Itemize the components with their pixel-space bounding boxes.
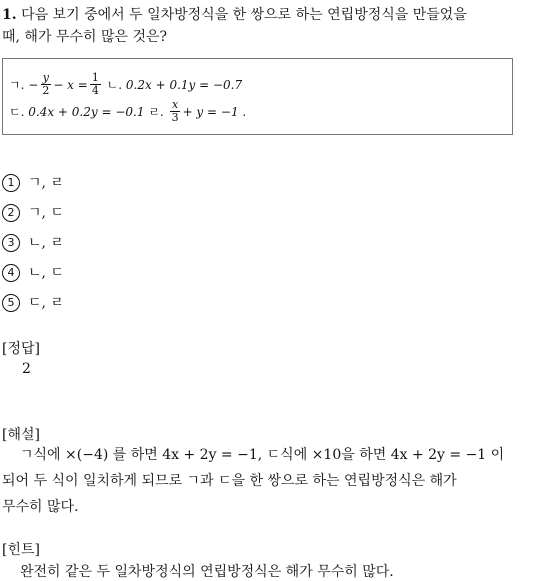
explanation-line-1: ㄱ식에 ×(−4) 를 하면 4x + 2y = −1, ㄷ식에 ×10을 하면 4x + 2y = −1 이	[20, 447, 505, 463]
hint-heading: [힌트]	[2, 542, 40, 558]
explanation-line-2: 되어 두 식이 일치하게 되므로 ㄱ과 ㄷ을 한 쌍으로 하는 연립방정식은 해가	[2, 473, 457, 489]
eq-a-mid: − x =	[53, 77, 88, 92]
label-rieul: ㄹ.	[148, 105, 164, 119]
eq-b: 0.2x + 0.1y = −0.7	[125, 77, 243, 92]
question-number: 1.	[2, 7, 17, 23]
choice-number-2: 2	[2, 204, 20, 222]
fraction-1-over-4: $\frac{1}{4}$	[91, 71, 99, 97]
choice-3[interactable]	[2, 232, 64, 252]
explanation-body	[2, 442, 532, 520]
label-giyeok: ㄱ.	[9, 78, 25, 92]
choice-5[interactable]	[2, 292, 64, 312]
choice-text-2: ㄱ, ㄷ	[28, 205, 64, 221]
label-nieun: ㄴ.	[106, 78, 123, 92]
choice-number-5: 5	[2, 294, 20, 312]
fraction-y-over-2: $\frac{y}{2}$	[42, 71, 50, 97]
eq-d-rest: + y = −1 .	[182, 104, 247, 119]
choice-number-3: 3	[2, 234, 20, 252]
choice-number-1: 1	[2, 174, 20, 192]
question-line-2: 때, 해가 무수히 많은 것은?	[2, 29, 167, 45]
equation-box	[2, 58, 513, 135]
answer-value: 2	[22, 361, 31, 377]
question-text-1: 다음 보기 중에서 두 일차방정식을 한 쌍으로 하는 연립방정식을 만들었을	[21, 7, 467, 23]
equation-row-2	[9, 99, 246, 124]
equation-row-1	[9, 72, 242, 97]
choice-number-4: 4	[2, 264, 20, 282]
explanation-heading: [해설]	[2, 427, 40, 443]
hint-text: 완전히 같은 두 일차방정식의 연립방정식은 해가 무수히 많다.	[20, 564, 394, 580]
eq-c: 0.4x + 0.2y = −0.1	[28, 104, 145, 119]
fraction-x-over-3: $\frac{x}{3}$	[171, 98, 179, 124]
choice-1[interactable]	[2, 172, 64, 192]
choice-text-5: ㄷ, ㄹ	[28, 295, 64, 311]
choice-2[interactable]	[2, 202, 64, 222]
label-digeut: ㄷ.	[9, 105, 25, 119]
explanation-line-3: 무수히 많다.	[2, 499, 79, 515]
choice-4[interactable]	[2, 262, 64, 282]
choice-text-4: ㄴ, ㄷ	[28, 265, 64, 281]
minus-sign: −	[28, 77, 39, 92]
choice-text-3: ㄴ, ㄹ	[28, 235, 64, 251]
answer-heading: [정답]	[2, 341, 40, 357]
question-line-1	[2, 4, 467, 24]
choice-text-1: ㄱ, ㄹ	[28, 175, 64, 191]
